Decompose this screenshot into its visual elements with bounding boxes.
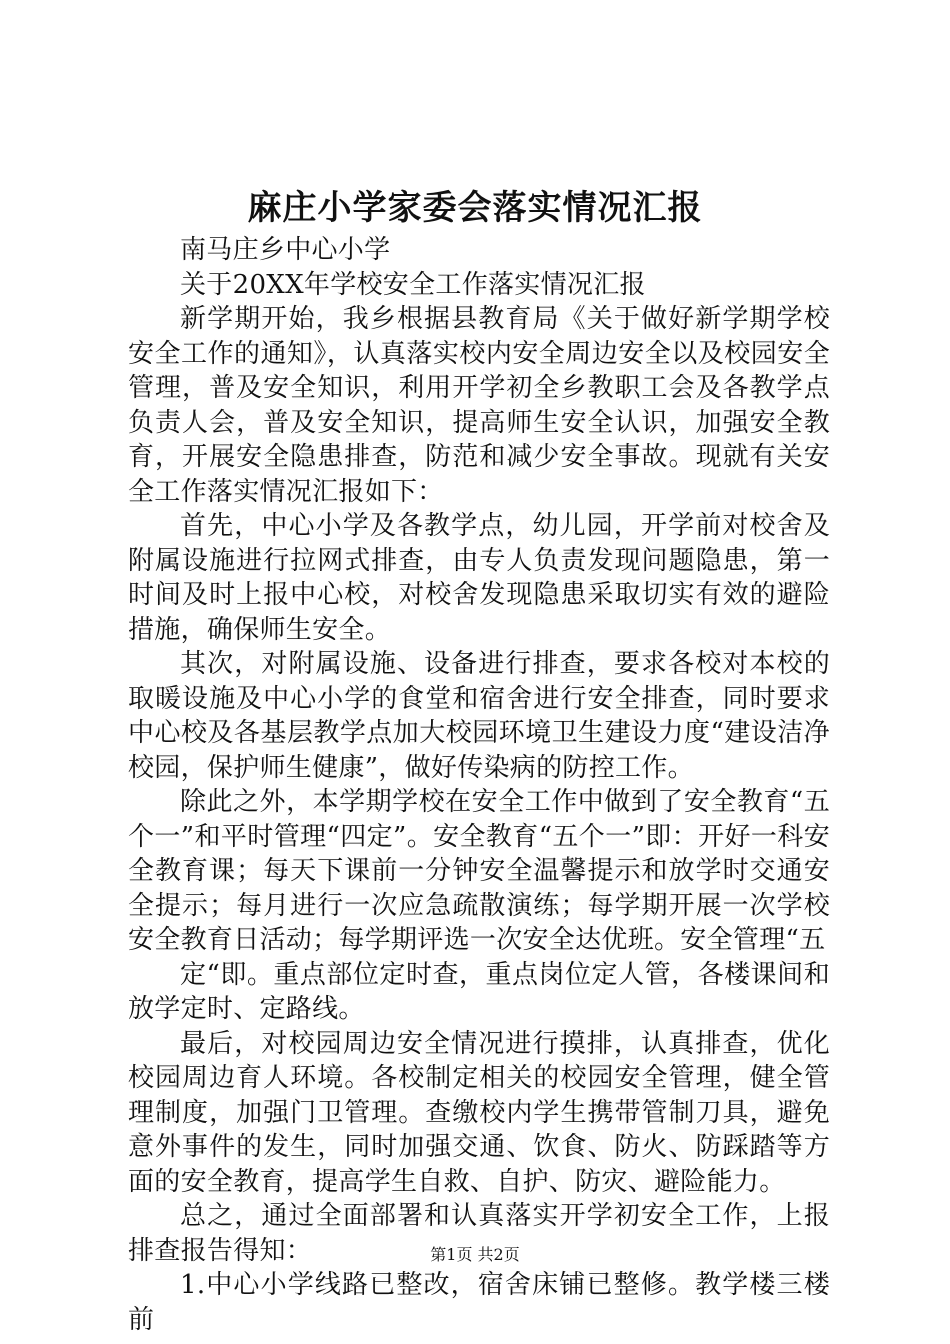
page-footer: 第1页 共2页 <box>430 1245 520 1264</box>
document-body <box>128 233 830 1337</box>
paragraph-first: 首先，中心小学及各教学点，幼儿园，开学前对校舍及附属设施进行拉网式排查，由专人负责发现问题隐患，第一时间及时上报中心校，对校舍发现隐患采取切实有效的避险措施，确保师生安全。 <box>128 511 830 645</box>
paragraph-school-name: 南马庄乡中心小学 <box>180 235 391 265</box>
paragraph-finally: 最后，对校园周边安全情况进行摸排，认真排查，优化校园周边育人环境。各校制定相关的校园安全管理，健全管理制度，加强门卫管理。查缴校内学生携带管制刀具，避免意外事件的发生，同时加强交通、饮食、防火、防踩踏等方面的安全教育，提高学生自救、自护、防灾、避险能力。 <box>128 1028 830 1197</box>
paragraph-summary: 总之，通过全面部署和认真落实开学初安全工作，上报排查报告得知： <box>128 1201 830 1266</box>
paragraph-subtitle: 关于20XX年学校安全工作落实情况汇报 <box>180 269 646 300</box>
paragraph-intro: 新学期开始，我乡根据县教育局《关于做好新学期学校安全工作的通知》，认真落实校内安全周边安全以及校园安全管理，普及安全知识，利用开学初全乡教职工会及各教学点负责人会，普及安全知识，提高师生安全认识，加强安全教育，开展安全隐患排查，防范和减少安全事故。现就有关安全工作落实情况汇报如下： <box>128 304 830 507</box>
paragraph-besides-cont: 定“即。重点部位定时查，重点岗位定人管，各楼课间和放学定时、定路线。 <box>128 959 830 1024</box>
paragraph-item-1: 1.中心小学线路已整改，宿舍床铺已整修。教学楼三楼前 <box>128 1270 830 1335</box>
paragraph-besides: 除此之外，本学期学校在安全工作中做到了安全教育“五个一”和平时管理“四定”。安全教育“五个一”即：开好一科安全教育课；每天下课前一分钟安全温馨提示和放学时交通安全提示；每月进行一次应急疏散演练；每学期开展一次学校安全教育日活动；每学期评选一次安全达优班。安全管理“五 <box>128 787 830 955</box>
paragraph-second: 其次，对附属设施、设备进行排查，要求各校对本校的取暖设施及中心小学的食堂和宿舍进行安全排查，同时要求中心校及各基层教学点加大校园环境卫生建设力度“建设洁净校园，保护师生健康”，做好传染病的防控工作。 <box>128 649 830 783</box>
document-title: 麻庄小学家委会落实情况汇报 <box>247 188 703 228</box>
